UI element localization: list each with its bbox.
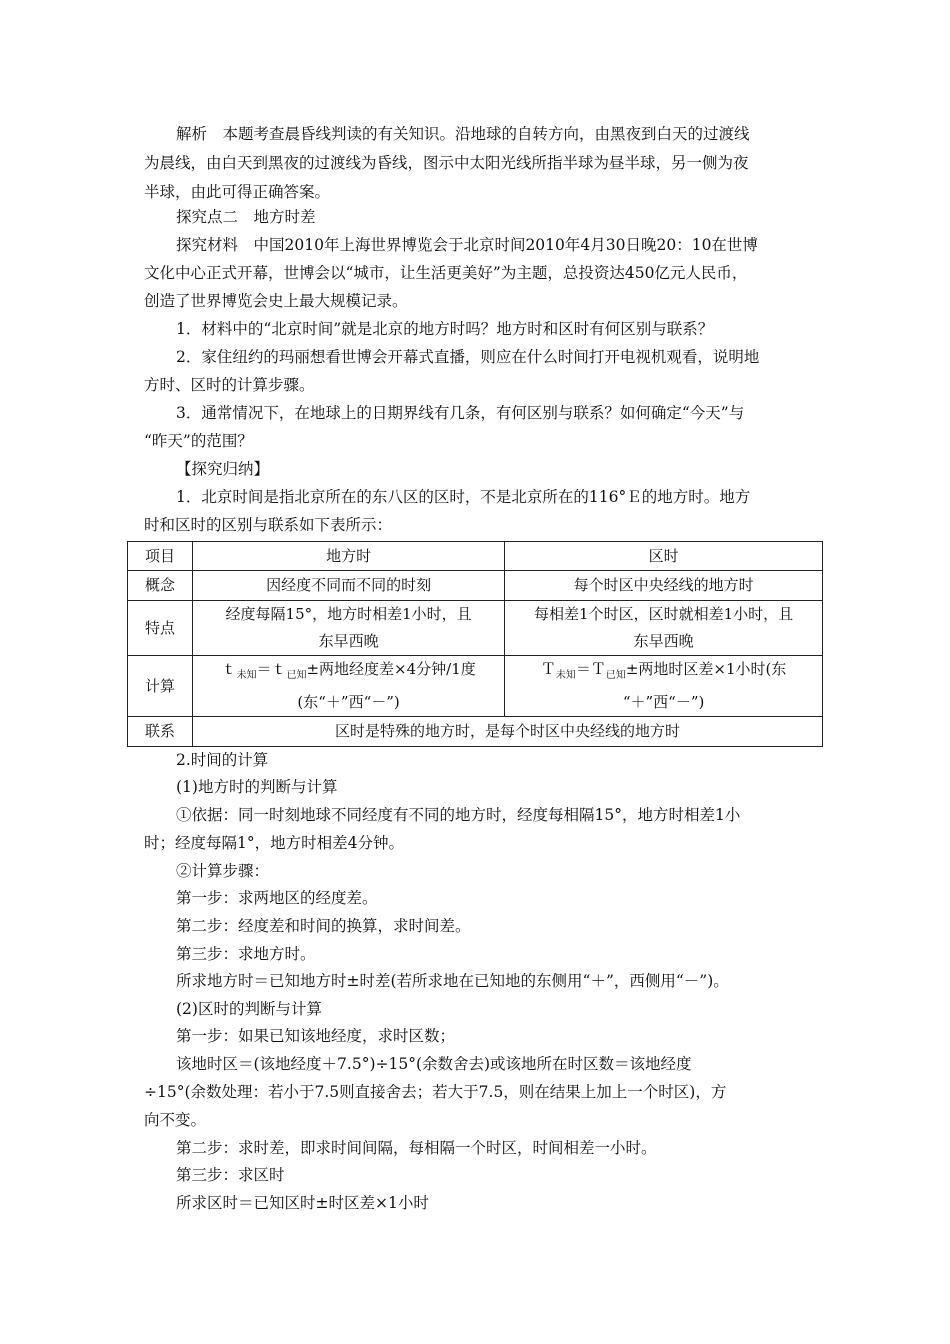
- table-row: [128, 717, 823, 747]
- calc-subscript: 已知: [605, 670, 626, 681]
- table-row: [128, 542, 823, 571]
- question-2-line-1: 2．家住纽约的玛丽想看世博会开幕式直播，则应在什么时间打开电视机观看，说明地: [176, 348, 760, 366]
- feature-local-line-1: 经度每隔15°，地方时相差1小时，且: [225, 605, 472, 623]
- zone-formula-line-3: 向不变。: [144, 1111, 207, 1129]
- calc-section-title: 2.时间的计算: [176, 751, 269, 769]
- row-label-concept: 概念: [128, 571, 193, 601]
- zone-result: 所求区时＝已知区时±时区差×1小时: [176, 1194, 429, 1212]
- row-label-relation: 联系: [128, 717, 193, 747]
- row-label-calc: 计算: [128, 656, 193, 717]
- material-line-3: 创造了世界博览会史上最大规模记录。: [144, 292, 408, 310]
- concept-zone: 每个时区中央经线的地方时: [505, 571, 823, 601]
- local-time-title: (1)地方时的判断与计算: [176, 778, 338, 796]
- table-row: [128, 571, 823, 601]
- question-1: 1．材料中的“北京时间”就是北京的地方时吗？地方时和区时有何区别与联系？: [176, 320, 714, 338]
- basis-line-2: 时；经度每隔1°，地方时相差4分钟。: [144, 834, 404, 852]
- calc-rest: ±两地时区差×1小时(东: [625, 660, 787, 678]
- question-3-line-1: 3．通常情况下，在地球上的日期界线有几条，有何区别与联系？如何确定“今天”与: [176, 404, 745, 422]
- feature-local: [193, 601, 505, 656]
- table-header-zone: 区时: [505, 542, 823, 571]
- row-label-feature: 特点: [128, 601, 193, 656]
- zone-time-title: (2)区时的判断与计算: [176, 1000, 322, 1018]
- analysis-line-2: 为晨线，由白天到黑夜的过渡线为昏线，图示中太阳光线所指半球为昼半球，另一侧为夜: [144, 154, 749, 172]
- calc-subscript: 未知: [555, 670, 576, 681]
- feature-zone: [505, 601, 823, 656]
- step-1: 第一步：求两地区的经度差。: [176, 889, 378, 907]
- steps-title: ②计算步骤：: [176, 862, 270, 880]
- relation-text: 区时是特殊的地方时，是每个时区中央经线的地方时: [193, 717, 823, 747]
- zone-step-2: 第二步：求时差，即求时间间隔，每相隔一个时区，时间相差一小时。: [176, 1139, 657, 1157]
- table-header-local: 地方时: [193, 542, 505, 571]
- calc-local-formula: [199, 656, 498, 689]
- calc-local-line-2: (东“＋”西“－”): [297, 693, 400, 711]
- table-row: [128, 656, 823, 717]
- feature-zone-line-2: 东早西晚: [633, 632, 694, 650]
- calc-var: ｔ: [221, 660, 237, 678]
- concept-local: 因经度不同而不同的时刻: [193, 571, 505, 601]
- question-2-line-2: 方时、区时的计算步骤。: [144, 376, 315, 394]
- material-line-1: 探究材料 中国2010年上海世界博览会于北京时间2010年4月30日晚20：10在世博: [176, 236, 758, 254]
- local-formula: 所求地方时＝已知地方时±时差(若所求地在已知地的东侧用“＋”，西侧用“－”)。: [176, 972, 729, 990]
- question-3-line-2: “昨天”的范围？: [144, 432, 253, 450]
- zone-step-1: 第一步：如果已知该地经度，求时区数；: [176, 1027, 456, 1045]
- zone-step-3: 第三步：求区时: [176, 1166, 285, 1184]
- calc-zone: [505, 656, 823, 717]
- comparison-table: [127, 541, 823, 747]
- summary-1-line-1: 1．北京时间是指北京所在的东八区的区时，不是北京所在的116°Ｅ的地方时。地方: [176, 488, 751, 506]
- calc-subscript: 未知: [236, 670, 257, 681]
- calc-zone-formula: [511, 656, 816, 689]
- section-title: 探究点二 地方时差: [176, 208, 316, 226]
- feature-local-line-2: 东早西晚: [318, 632, 379, 650]
- summary-heading: 【探究归纳】: [176, 460, 270, 478]
- calc-local: [193, 656, 505, 717]
- calc-eq: ＝ｔ: [256, 660, 287, 678]
- analysis-line-3: 半球，由此可得正确答案。: [144, 183, 331, 201]
- step-2: 第二步：经度差和时间的换算，求时间差。: [176, 917, 471, 935]
- table-header-item: 项目: [128, 542, 193, 571]
- material-line-2: 文化中心正式开幕，世博会以“城市，让生活更美好”为主题，总投资达450亿元人民币，: [144, 264, 748, 282]
- calc-subscript: 已知: [286, 670, 307, 681]
- table-row: [128, 601, 823, 656]
- feature-zone-line-1: 每相差1个时区，区时就相差1小时，且: [534, 605, 794, 623]
- basis-line-1: ①依据：同一时刻地球不同经度有不同的地方时，经度每相隔15°，地方时相差1小: [176, 806, 741, 824]
- calc-zone-line-2: “＋”西“－”): [622, 693, 705, 711]
- step-3: 第三步：求地方时。: [176, 945, 316, 963]
- zone-formula-line-2: ÷15°(余数处理：若小于7.5则直接舍去；若大于7.5，则在结果上加上一个时区)，方: [144, 1083, 727, 1101]
- calc-eq: ＝Ｔ: [575, 660, 606, 678]
- analysis-line-1: 解析 本题考查晨昏线判读的有关知识。沿地球的自转方向，由黑夜到白天的过渡线: [176, 125, 750, 143]
- calc-var: Ｔ: [540, 660, 556, 678]
- calc-rest: ±两地经度差×4分钟/1度: [306, 660, 476, 678]
- zone-formula-line-1: 该地时区＝(该地经度＋7.5°)÷15°(余数舍去)或该地所在时区数＝该地经度: [176, 1055, 692, 1073]
- summary-1-line-2: 时和区时的区别与联系如下表所示：: [144, 516, 393, 534]
